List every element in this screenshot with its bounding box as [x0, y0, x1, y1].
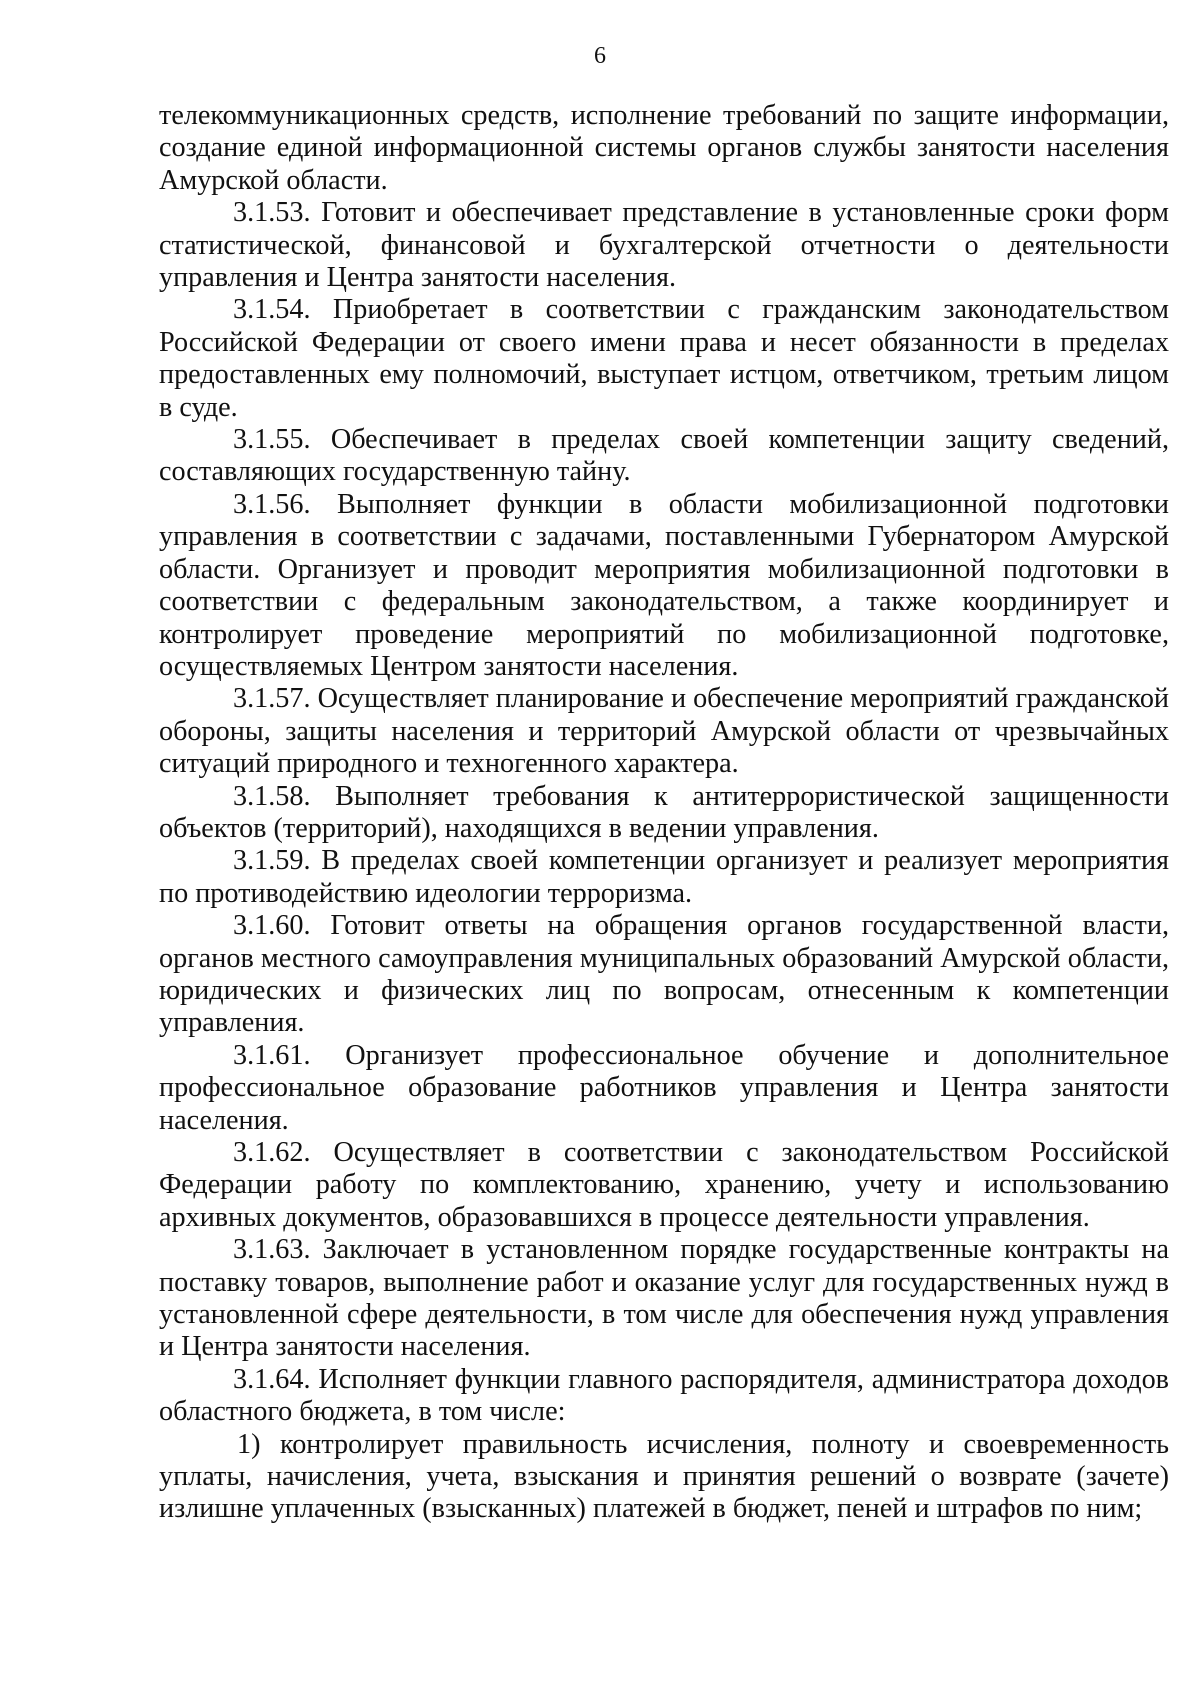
page-number: 6 — [594, 43, 606, 69]
document-body — [159, 100, 1169, 1526]
paragraph-3-1-53: 3.1.53. Готовит и обеспечивает представление в установленные сроки форм статистической, финансовой и бухгалтерской отчетности о деятельности управления и Центра занятости населения. — [159, 197, 1169, 294]
paragraph-3-1-58: 3.1.58. Выполняет требования к антитеррористической защищенности объектов (территорий), находящихся в ведении управления. — [159, 780, 1169, 844]
paragraph-3-1-56: 3.1.56. Выполняет функции в области мобилизационной подготовки управления в соответствии с задачами, поставленными Губернатором Амурской области. Организует и проводит мероприятия мобилизационной подготовки в соответствии с федеральным законодательством, а также координирует и контролирует проведение мероприятий по мобилизационной подготовке, осуществляемых Центром занятости населения. — [159, 488, 1169, 682]
paragraph-3-1-62: 3.1.62. Осуществляет в соответствии с законодательством Российской Федерации работу по комплектованию, хранению, учету и использованию архивных документов, образовавшихся в процессе деятельности управления. — [159, 1137, 1169, 1233]
paragraph-3-1-60: 3.1.60. Готовит ответы на обращения органов государственной власти, органов местного самоуправления муниципальных образований Амурской области, юридических и физических лиц по вопросам, отнесенным к компетенции управления. — [159, 910, 1169, 1039]
paragraph-3-1-64: 3.1.64. Исполняет функции главного распорядителя, администратора доходов областного бюджета, в том числе: — [159, 1363, 1169, 1428]
paragraph-3-1-54: 3.1.54. Приобретает в соответствии с гражданским законодательством Российской Федерации от своего имени права и несет обязанности в пределах предоставленных ему полномочий, выступает истцом, ответчиком, третьим лицом в суде. — [159, 294, 1169, 423]
paragraph-3-1-59: 3.1.59. В пределах своей компетенции организует и реализует мероприятия по противодействию идеологии терроризма. — [159, 845, 1169, 909]
paragraph-3-1-57: 3.1.57. Осуществляет планирование и обеспечение мероприятий гражданской обороны, защиты населения и территорий Амурской области от чрезвычайных ситуаций природного и техногенного характера. — [159, 683, 1169, 780]
paragraph-3-1-55: 3.1.55. Обеспечивает в пределах своей компетенции защиту сведений, составляющих государственную тайну. — [159, 424, 1169, 488]
paragraph-3-1-61: 3.1.61. Организует профессиональное обучение и дополнительное профессиональное образование работников управления и Центра занятости населения. — [159, 1039, 1169, 1136]
list-item-1: 1) контролирует правильность исчисления, полноту и своевременность уплаты, начисления, учета, взыскания и принятия решений о возврате (зачете) излишне уплаченных (взысканных) платежей в бюджет, пеней и штрафов по ним; — [159, 1428, 1169, 1525]
paragraph-continuation: телекоммуникационных средств, исполнение требований по защите информации, создание единой информационной системы органов службы занятости населения Амурской области. — [159, 100, 1169, 196]
paragraph-3-1-63: 3.1.63. Заключает в установленном порядке государственные контракты на поставку товаров, выполнение работ и оказание услуг для государственных нужд в установленной сфере деятельности, в том числе для обеспечения нужд управления и Центра занятости населения. — [159, 1234, 1169, 1363]
